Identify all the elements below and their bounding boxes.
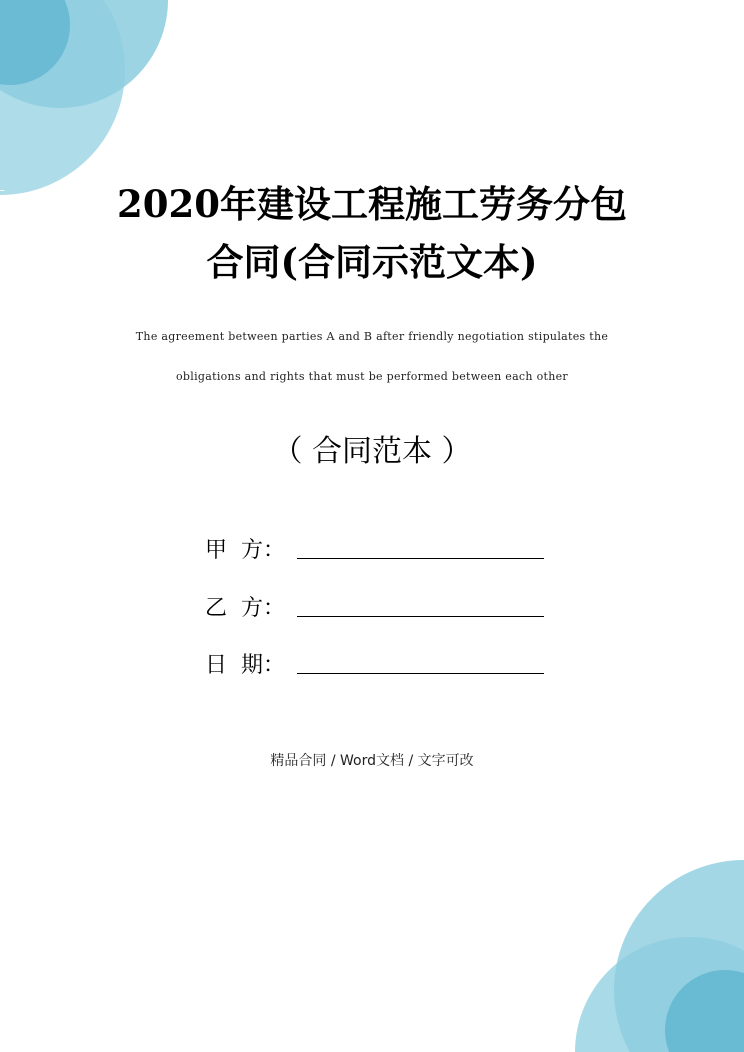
document-title-line-2: 合同(合同示范文本) [206,240,538,284]
party-a-blank-line[interactable] [297,532,544,559]
party-b-label: 乙 方： [205,596,285,621]
english-subtitle-line-2: obligations and rights that must be performed between each other [176,370,568,383]
party-b-field [205,588,544,622]
english-subtitle-line-1: The agreement between parties A and B after friendly negotiation stipulates the [135,330,609,343]
date-blank-line[interactable] [297,647,544,674]
party-a-label: 甲 方： [205,538,285,563]
party-a-field [205,530,544,564]
date-label: 日 期： [205,653,285,678]
date-field [205,645,544,679]
party-b-blank-line[interactable] [297,590,544,617]
footer-note: 精品合同 / Word文档 / 文字可改 [270,753,474,769]
contract-template-badge: （ 合同范本 ） [272,434,472,469]
document-title-line-1: 2020年建设工程施工劳务分包 [117,182,627,226]
